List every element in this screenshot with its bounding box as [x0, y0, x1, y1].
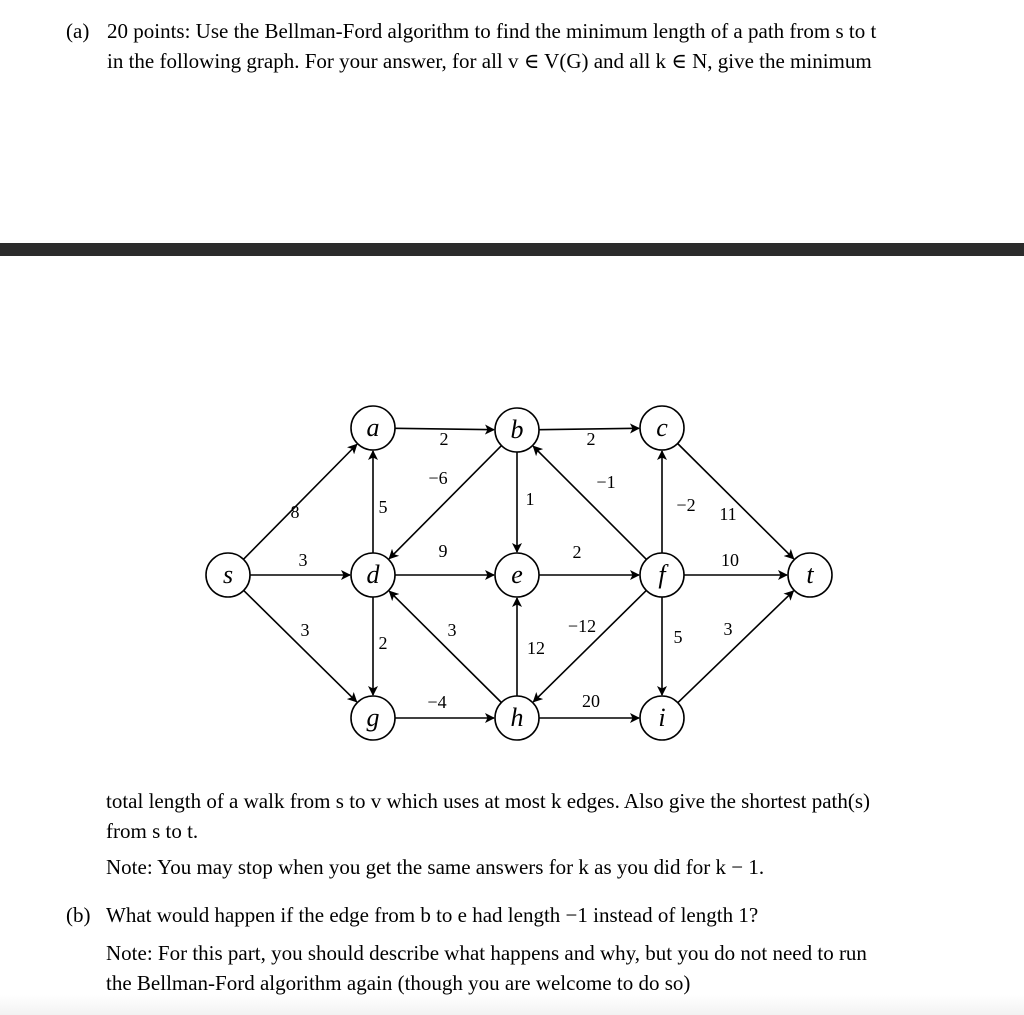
edge-h-d [389, 591, 501, 702]
edge-weight-e-f: 2 [572, 542, 582, 563]
edge-s-g [244, 590, 357, 701]
edge-weight-f-t: 10 [721, 550, 739, 571]
edge-f-b [533, 446, 646, 559]
part-a-note-text: Note: You may stop when you get the same answers for k as you did for k − 1. [106, 855, 765, 879]
part-a-label: (a) [66, 19, 90, 43]
edge-weight-i-t: 3 [723, 619, 733, 640]
node-label-h: h [510, 702, 524, 732]
edge-weight-f-i: 5 [673, 627, 683, 648]
edge-weight-a-b: 2 [439, 429, 449, 450]
part-b-note-2: the Bellman-Ford algorithm again (though you are welcome to do so) [106, 971, 691, 995]
edge-weight-c-t: 11 [719, 504, 737, 525]
part-a-note [106, 852, 764, 882]
node-g [351, 696, 395, 740]
edge-weight-b-e: 1 [525, 489, 535, 510]
edge-weight-h-d: 3 [447, 620, 457, 641]
edge-weight-f-c: −2 [676, 495, 696, 516]
edge-weight-b-d: −6 [428, 468, 448, 489]
part-a-line-4: from s to t. [106, 819, 199, 843]
node-label-e: e [511, 559, 523, 589]
node-b [495, 408, 539, 452]
node-label-a: a [366, 412, 380, 442]
edge-weight-d-e: 9 [438, 541, 448, 562]
edge-weight-f-b: −1 [596, 472, 616, 493]
node-a [351, 406, 395, 450]
node-e [495, 553, 539, 597]
edge-weight-s-a: 8 [290, 502, 300, 523]
node-f [640, 553, 684, 597]
part-a-line-2: in the following graph. For your answer, for all v ∈ V(G) and all k ∈ N, give the minimum [107, 49, 872, 73]
part-b-label: (b) [66, 903, 91, 927]
node-label-t: t [806, 559, 814, 589]
edge-weight-f-h: −12 [567, 616, 597, 637]
node-label-b: b [510, 414, 524, 444]
edge-weight-b-c: 2 [586, 429, 596, 450]
part-b-line-1: What would happen if the edge from b to e had length −1 instead of length 1? [106, 903, 759, 927]
edge-f-h [533, 590, 646, 701]
node-label-g: g [366, 702, 380, 732]
node-label-i: i [658, 702, 666, 732]
part-b-note-1: Note: For this part, you should describe what happens and why, but you do not need to run [106, 941, 867, 965]
edge-s-a [243, 444, 356, 559]
part-a-line-3: total length of a walk from s to v which uses at most k edges. Also give the shortest path(s) [106, 789, 871, 813]
edge-weight-d-a: 5 [378, 497, 388, 518]
edge-weight-g-h: −4 [427, 692, 447, 713]
edge-weight-s-d: 3 [298, 550, 308, 571]
node-s [206, 553, 250, 597]
node-label-f: f [658, 559, 666, 589]
edge-i-t [678, 591, 794, 703]
bottom-fade [0, 995, 1024, 1015]
node-label-c: c [656, 412, 668, 442]
node-t [788, 553, 832, 597]
edge-weight-s-g: 3 [300, 620, 310, 641]
node-label-d: d [366, 559, 380, 589]
node-i [640, 696, 684, 740]
edge-weight-h-e: 12 [527, 638, 545, 659]
edge-weight-d-g: 2 [378, 633, 388, 654]
node-d [351, 553, 395, 597]
node-label-s: s [222, 559, 234, 589]
part-a-line-1: 20 points: Use the Bellman-Ford algorithm to find the minimum length of a path from s to t [107, 19, 877, 43]
node-h [495, 696, 539, 740]
part-a-continued [106, 786, 870, 846]
part-b-note [106, 938, 867, 998]
edge-weight-h-i: 20 [582, 691, 600, 712]
node-c [640, 406, 684, 450]
